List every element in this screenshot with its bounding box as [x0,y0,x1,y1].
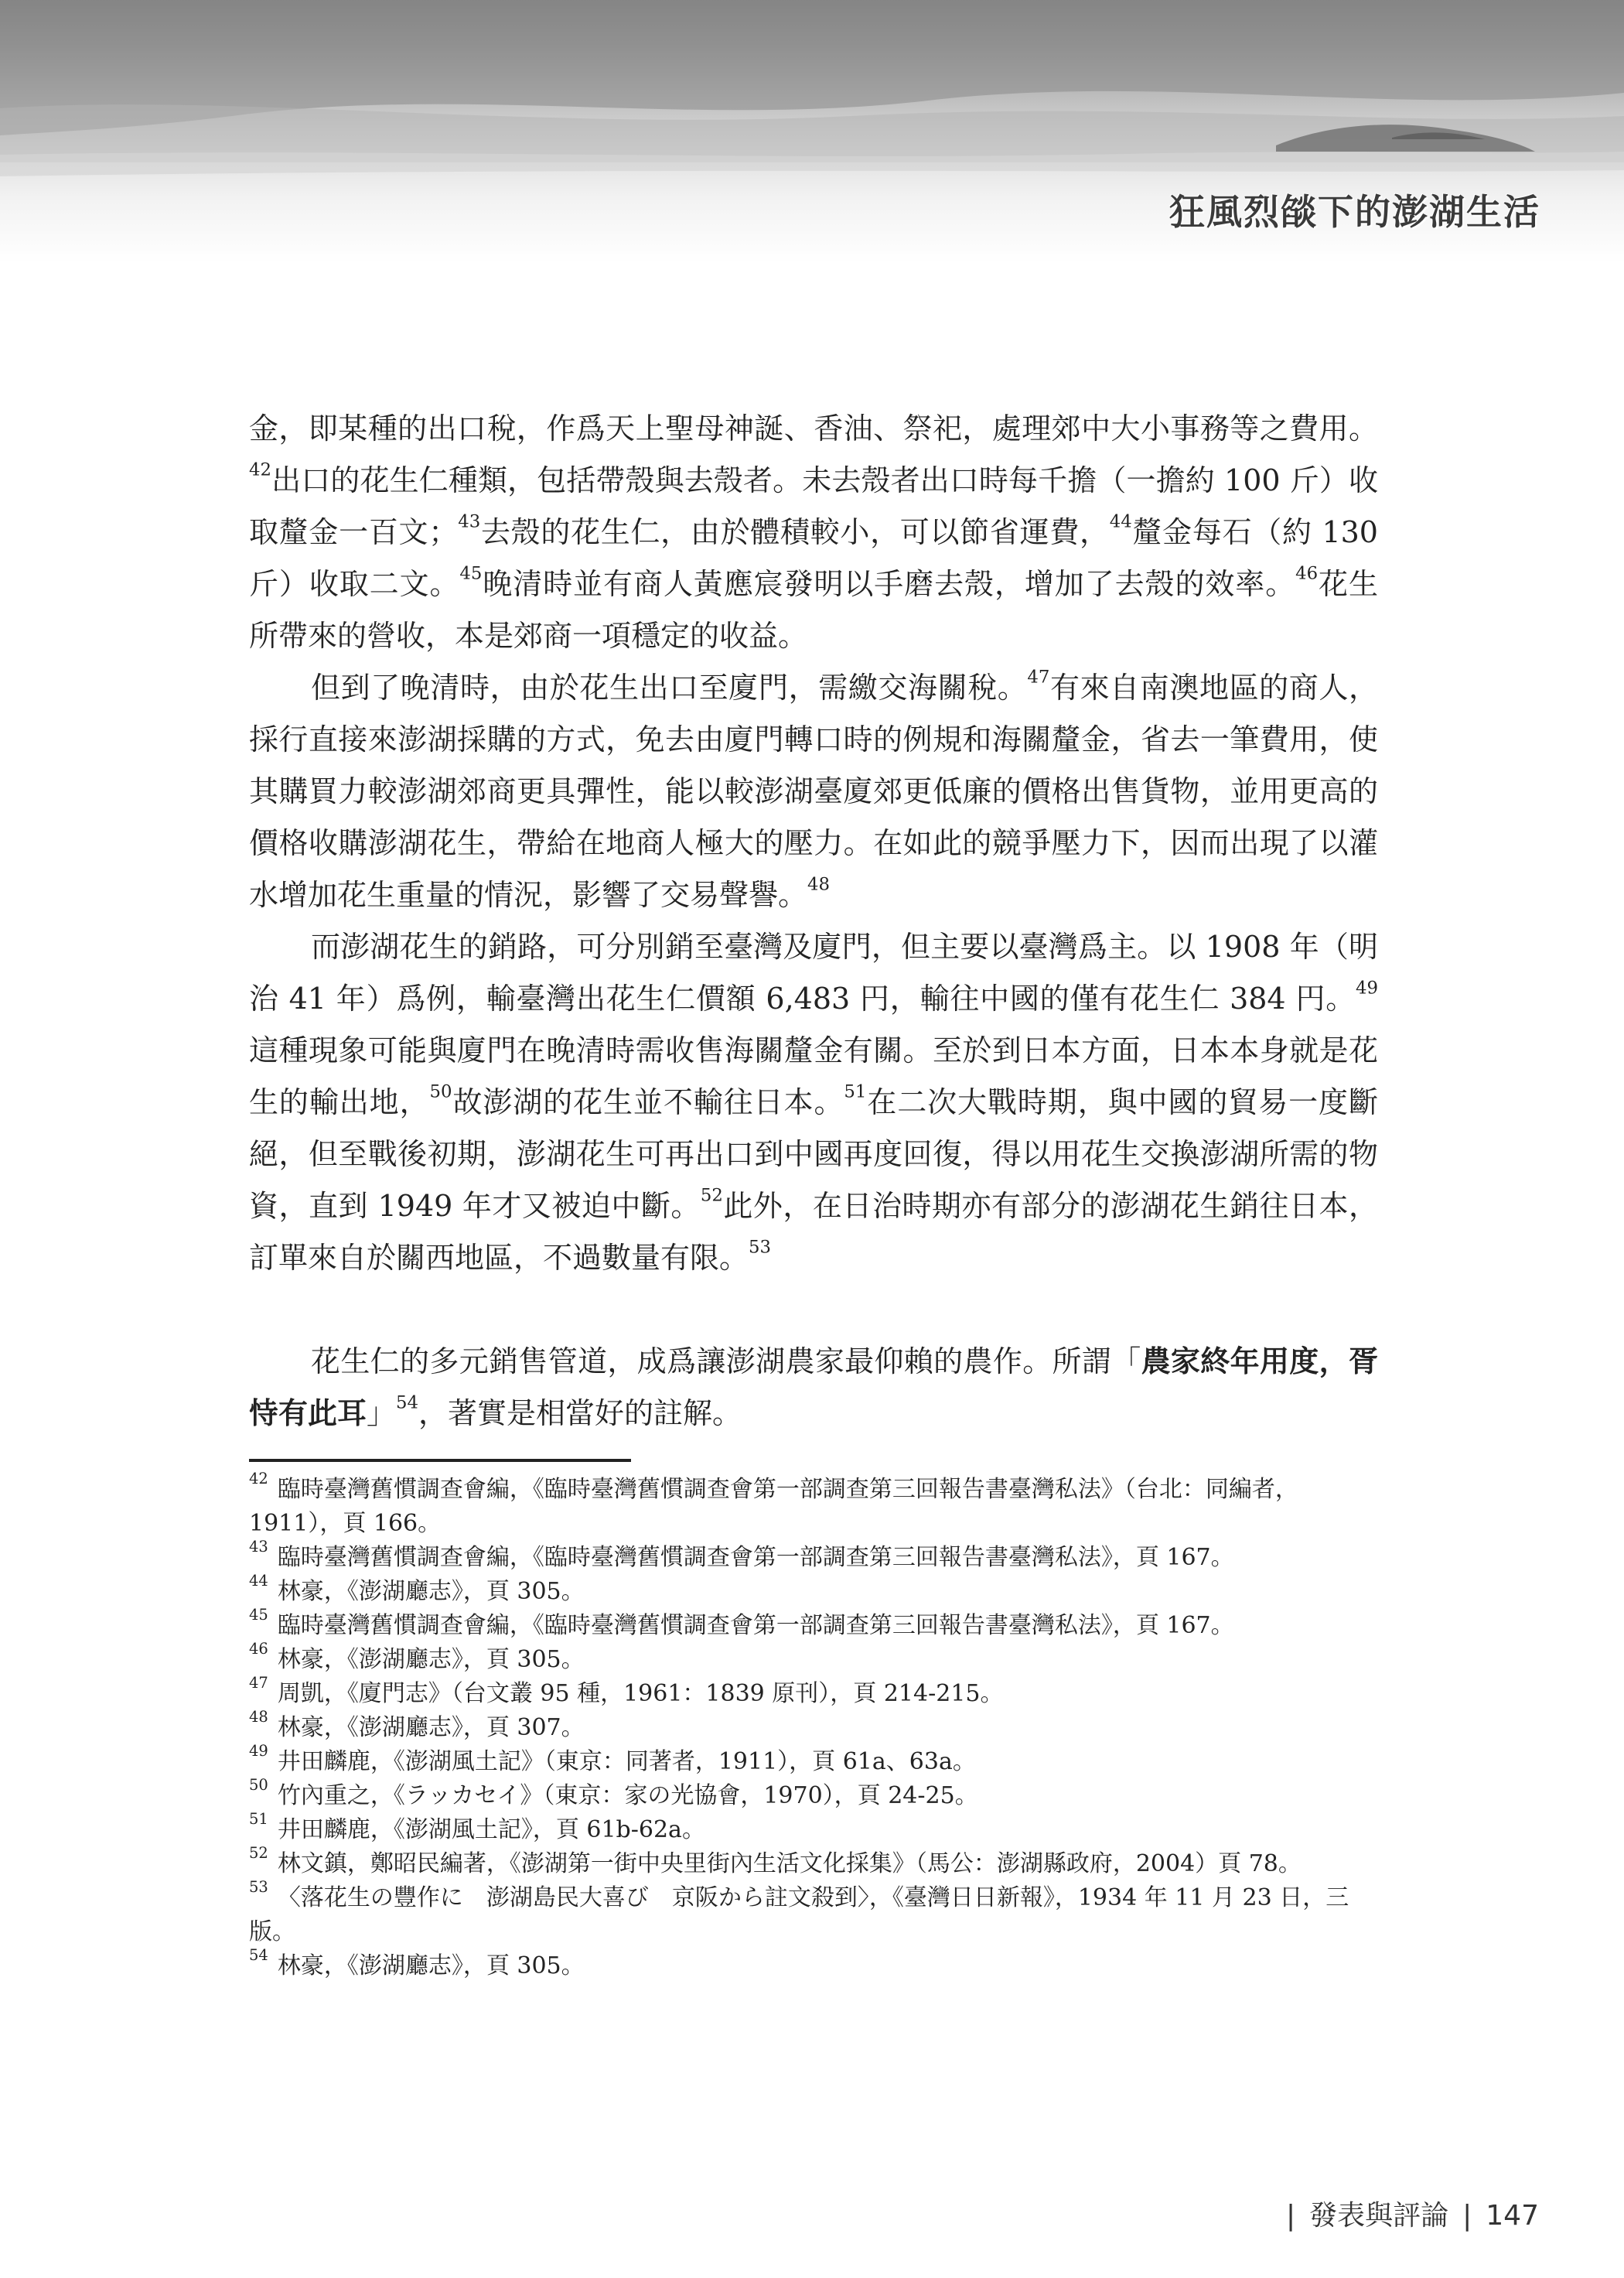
footnote-number: 44 [249,1572,268,1590]
footnote-ref: 47 [1027,667,1050,688]
footnote-ref: 44 [1109,511,1132,532]
footnote [249,1538,1378,1575]
text-run: 晚清時並有商人黃應宸發明以手磨去殼，增加了去殼的效率。 [482,567,1296,601]
footnote-text: 臨時臺灣舊慣調查會編，《臨時臺灣舊慣調查會第一部調查第三回報告書臺灣私法》，頁 167。 [277,1544,1234,1571]
text-run: 但到了晚清時，由於花生出口至廈門，需繳交海關稅。 [311,671,1028,705]
text-run: 有來自南澳地區的商人，採行直接來澎湖採購的方式，免去由廈門轉口時的例規和海關釐金，省去一筆費用，使其購買力較澎湖郊商更具彈性，能以較澎湖臺廈郊更低廉的價格出售貨物，並用更高的價格收購澎湖花生，帶給在地商人極大的壓力。在如此的競爭壓力下，因而出現了以灌水增加花生重量的情況，影響了交易聲譽。 [249,671,1378,912]
footnote [249,1572,1378,1609]
footnote-text: 臨時臺灣舊慣調查會編，《臨時臺灣舊慣調查會第一部調查第三回報告書臺灣私法》，頁 167。 [277,1612,1234,1639]
footnote-ref: 50 [429,1081,452,1102]
text-run: 花生所帶來的營收，本是郊商一項穩定的收益。 [249,567,1378,653]
footnote-ref: 54 [396,1392,419,1413]
footnote [249,1810,1378,1847]
footnote-text: 林文鎮，鄭昭民編著，《澎湖第一街中央里街內生活文化採集》（馬公：澎湖縣政府，2004）頁 78。 [277,1850,1302,1877]
footnote-ref: 43 [458,511,481,532]
page-footer [1286,2194,1539,2233]
text-run: 此外，在日治時期亦有部分的澎湖花生銷往日本，訂單來自於關西地區，不過數量有限。 [249,1189,1378,1275]
footnote-text: 井田麟鹿，《澎湖風土記》（東京：同著者，1911），頁 61a、63a。 [277,1748,976,1775]
footnote-text: 林豪，《澎湖廳志》，頁 305。 [277,1952,585,1979]
footnote-text: 林豪，《澎湖廳志》，頁 307。 [277,1714,585,1741]
footnote [249,1640,1378,1677]
text-run: 」 [367,1396,397,1430]
footnote [249,1470,1378,1541]
footer-separator: | [1285,2200,1296,2232]
article-body [249,403,1378,1440]
footer-section-title: 發表與評論 [1309,2200,1449,2232]
footnote [249,1776,1378,1813]
footnote-text: 井田麟鹿，《澎湖風土記》，頁 61b-62a。 [277,1816,705,1843]
footnote-number: 51 [249,1810,268,1829]
text-run: 金，即某種的出口稅，作爲天上聖母神誕、香油、祭祀，處理郊中大小事務等之費用。 [249,412,1378,446]
running-header-title: 狂風烈燄下的澎湖生活 [1169,191,1540,233]
footnote [249,1674,1378,1711]
body-paragraph [249,662,1378,921]
footnote-ref: 42 [249,459,272,480]
text-run: 故澎湖的花生並不輸往日本。 [452,1085,844,1119]
footnote-ref: 51 [844,1081,867,1102]
footnote [249,1878,1378,1949]
text-run: 這種現象可能與廈門在晚清時需收售海關釐金有關。至於到日本方面，日本本身就是花生的輸出地， [249,1033,1378,1119]
text-run: 釐金每石（約 130 斤）收取二文。 [249,515,1378,601]
footnote-ref: 52 [700,1185,723,1206]
page-number: 147 [1486,2200,1539,2232]
footnote-text: 周凱，《廈門志》（台文叢 95 種，1961：1839 原刊），頁 214-215。 [277,1680,1004,1707]
footnote-number: 47 [249,1674,268,1692]
footnote-ref: 48 [807,874,831,895]
footnote [249,1946,1378,1983]
footnote-number: 48 [249,1708,268,1726]
footnote [249,1742,1378,1779]
text-run: 在二次大戰時期，與中國的貿易一度斷絕，但至戰後初期，澎湖花生可再出口到中國再度回復，得以用花生交換澎湖所需的物資，直到 1949 年才又被迫中斷。 [249,1085,1378,1223]
footnote-ref: 53 [749,1237,772,1258]
body-paragraph [249,1336,1378,1440]
footnote [249,1708,1378,1745]
footnotes-list [249,1470,1378,1983]
footer-separator: | [1462,2200,1472,2232]
footnote-number: 53 [249,1878,268,1897]
footnote-number: 45 [249,1606,268,1624]
footnote-number: 42 [249,1470,268,1488]
footnote-text: 林豪，《澎湖廳志》，頁 305。 [277,1646,585,1673]
footnote-separator [249,1459,631,1462]
body-paragraph [249,921,1378,1284]
body-paragraph [249,403,1378,662]
header-banner [0,0,1624,263]
footnote-number: 50 [249,1776,268,1795]
footnote-number: 43 [249,1538,268,1556]
footnote [249,1844,1378,1881]
footnote-ref: 49 [1355,978,1378,999]
footnote-number: 49 [249,1742,268,1761]
footnote-text: 林豪，《澎湖廳志》，頁 305。 [277,1578,585,1605]
footnote-ref: 45 [459,563,483,584]
quoted-text: 農家終年用度，胥恃有此耳 [249,1344,1378,1430]
footnote-text: 臨時臺灣舊慣調查會編，《臨時臺灣舊慣調查會第一部調查第三回報告書臺灣私法》（台北：同編者，1911），頁 166。 [249,1476,1298,1537]
text-run: 而澎湖花生的銷路，可分別銷至臺灣及廈門，但主要以臺灣爲主。以 1908 年（明治 41 年）爲例，輸臺灣出花生仁價額 6,483 円，輸往中國的僅有花生仁 384 円。 [249,930,1378,1016]
footnote-number: 46 [249,1640,268,1658]
footnote [249,1606,1378,1643]
text-run: 去殼的花生仁，由於體積較小，可以節省運費， [480,515,1110,549]
footnote-number: 52 [249,1844,268,1863]
footnote-text: 竹內重之，《ラッカセイ》（東京：家の光協會，1970），頁 24-25。 [277,1782,978,1809]
footnote-text: 〈落花生の豐作に 澎湖島民大喜び 京阪から註文殺到〉，《臺灣日日新報》，1934 年 11 月 23 日，三版。 [249,1884,1349,1945]
text-run: 出口的花生仁種類，包括帶殼與去殼者。未去殼者出口時每千擔（一擔約 100 斤）收取釐金一百文； [249,463,1378,549]
text-run: ，著實是相當好的註解。 [418,1396,742,1430]
footnote-number: 54 [249,1946,268,1965]
footnote-ref: 46 [1295,563,1319,584]
text-run: 花生仁的多元銷售管道，成爲讓澎湖農家最仰賴的農作。所謂「 [311,1344,1141,1378]
